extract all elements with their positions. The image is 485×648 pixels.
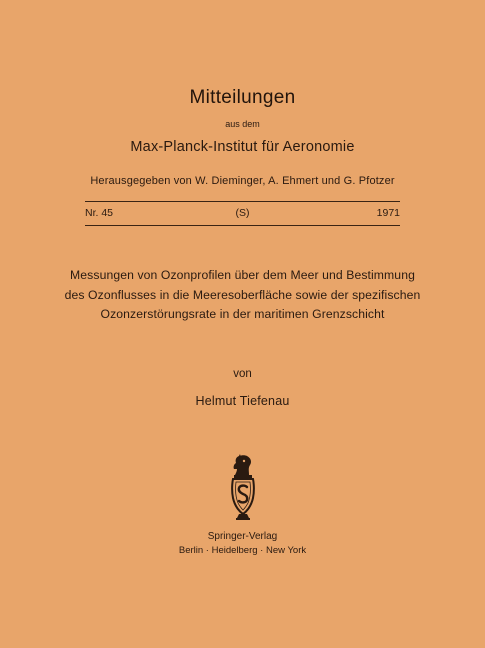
- issue-row: [85, 207, 400, 221]
- issue-year: 1971: [376, 207, 400, 219]
- author-name: Helmut Tiefenau: [195, 394, 290, 408]
- by-line: von: [233, 368, 252, 380]
- publisher-name: Springer-Verlag: [207, 531, 278, 542]
- series-title: Mitteilungen: [189, 87, 296, 108]
- top-rule: [85, 201, 400, 202]
- work-title-line-2: des Ozonflusses in die Meeresoberfläche sowie der spezifischen: [64, 288, 421, 302]
- issue-series-code: (S): [235, 207, 250, 219]
- work-title-line-3: Ozonzerstörungsrate in der maritimen Grenzschicht: [100, 307, 385, 321]
- publisher-cities: Berlin · Heidelberg · New York: [178, 545, 307, 556]
- bottom-rule: [85, 225, 400, 226]
- work-title-line-1: Messungen von Ozonprofilen über dem Meer und Bestimmung: [70, 268, 415, 282]
- institute-name: Max-Planck-Institut für Aeronomie: [130, 139, 355, 155]
- issue-number: Nr. 45: [85, 207, 114, 219]
- editors-line: Herausgegeben von W. Dieminger, A. Ehmert und G. Pfotzer: [90, 175, 395, 187]
- from-line: aus dem: [225, 119, 260, 129]
- springer-knight-logo-icon: [227, 452, 259, 522]
